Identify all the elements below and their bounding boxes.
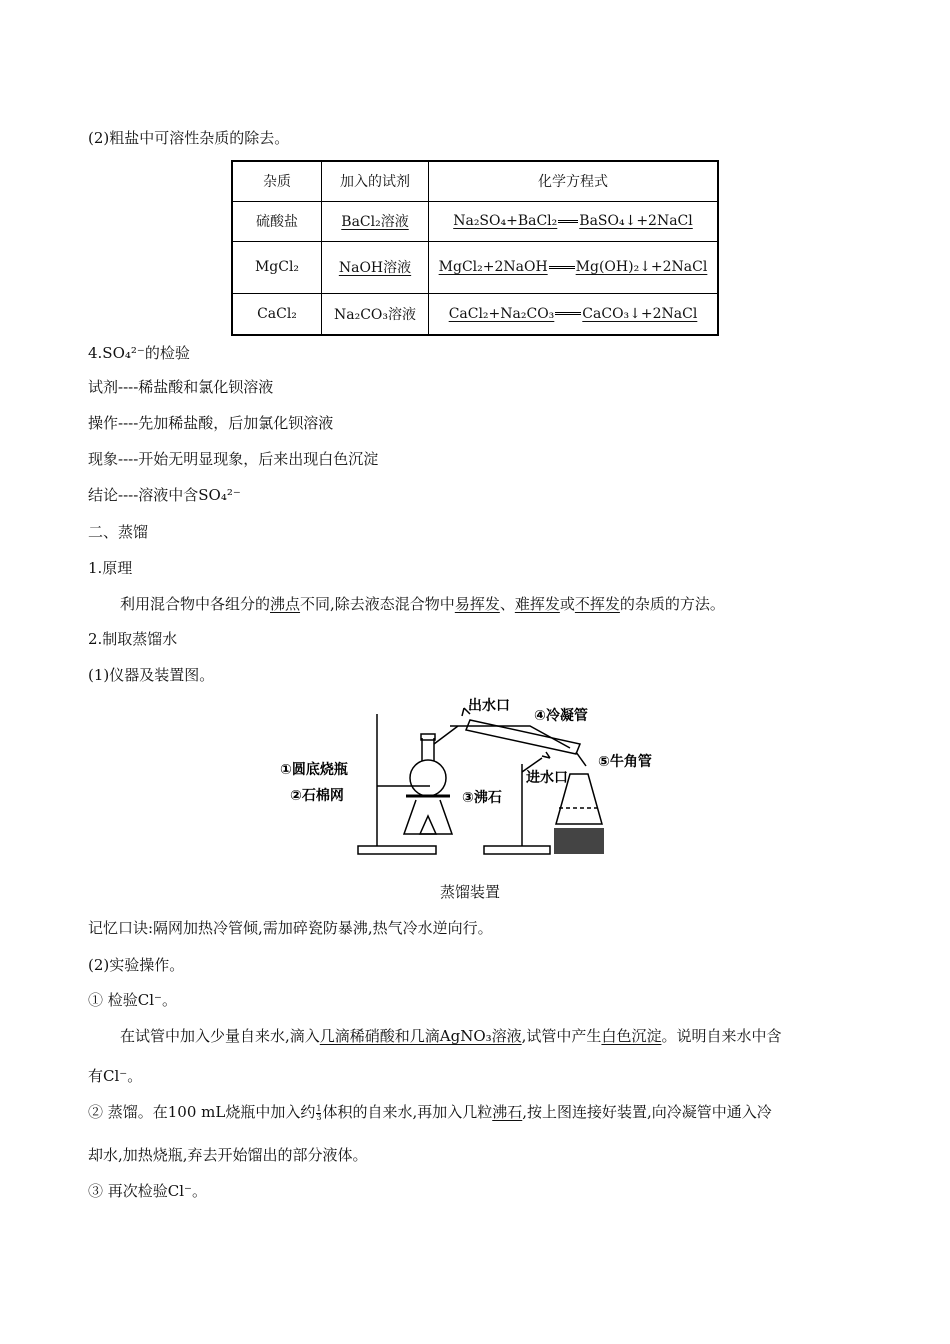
- adapter-tube: [576, 752, 586, 766]
- table-header-row: [232, 161, 718, 201]
- step1-text: [120, 1026, 781, 1046]
- so4-reagent: 试剂----稀盐酸和氯化钡溶液: [88, 378, 274, 396]
- reagent-cell: Na₂CO₃溶液: [322, 293, 429, 335]
- reagent-text: NaOH溶液: [338, 260, 412, 276]
- equation-left: Na₂SO₄+BaCl₂: [453, 213, 558, 229]
- so4-test-title: 4.SO₄²⁻的检验: [88, 344, 190, 362]
- equation-right: Mg(OH)₂↓+2NaCl: [575, 259, 708, 275]
- text-run: ② 蒸馏。在100 mL烧瓶中加入约: [88, 1103, 316, 1121]
- equation-right: CaCO₃↓+2NaCl: [582, 305, 698, 322]
- table-row: [232, 201, 718, 241]
- operations-heading: (2)实验操作。: [88, 956, 185, 974]
- blank-answer: 不挥发: [574, 595, 620, 613]
- distillation-diagram: [280, 696, 680, 862]
- text-run: 体积的自来水,再加入几粒: [322, 1103, 493, 1121]
- equals-sign: [555, 312, 581, 315]
- equation-cell: [429, 201, 719, 241]
- diagram-caption: 蒸馏装置: [440, 883, 501, 901]
- side-arm: [434, 726, 458, 744]
- principle-text: [120, 594, 725, 614]
- text-run: ,按上图连接好装置,向冷凝管中通入冷: [522, 1103, 772, 1121]
- label-flask: ①圆底烧瓶: [280, 762, 348, 778]
- text-run: 在试管中加入少量自来水,滴入: [120, 1027, 320, 1045]
- stand-base-left: [358, 846, 436, 854]
- blank-answer: 沸点: [270, 595, 301, 613]
- fraction-denominator: 3: [316, 1112, 322, 1122]
- reagent-text: BaCl₂溶液: [341, 214, 409, 230]
- blank-answer: 沸石: [492, 1103, 523, 1121]
- blank-answer: 几滴稀硝酸和几滴AgNO₃溶液: [319, 1027, 522, 1045]
- diagram-labels: [280, 697, 652, 806]
- impurity-table: [231, 160, 719, 336]
- text-run: ,试管中产生: [521, 1027, 602, 1045]
- blank-answer: 白色沉淀: [601, 1027, 662, 1045]
- equation-right: BaSO₄↓+2NaCl: [579, 213, 693, 229]
- stopper: [421, 734, 435, 740]
- apparatus-heading: (1)仪器及装置图。: [88, 666, 215, 684]
- text-run: 、: [499, 595, 515, 613]
- equation-left: MgCl₂+2NaOH: [438, 259, 548, 275]
- support-block: [554, 828, 604, 854]
- impurity-cell: 硫酸盐: [232, 201, 322, 241]
- table-row: [232, 293, 718, 335]
- text-run: 的杂质的方法。: [619, 595, 725, 613]
- text-run: 。说明自来水中含: [661, 1027, 782, 1045]
- distillation-heading: 二、蒸馏: [88, 523, 149, 541]
- label-condenser: ④冷凝管: [534, 708, 588, 724]
- reagent-cell: [322, 241, 429, 293]
- section-title: (2)粗盐中可溶性杂质的除去。: [88, 129, 290, 147]
- equals-sign: [549, 266, 575, 269]
- table-header: 加入的试剂: [322, 161, 429, 201]
- step1-text-cont: 有Cl⁻。: [88, 1067, 143, 1085]
- so4-conclusion: 结论----溶液中含SO₄²⁻: [88, 486, 241, 504]
- step3-heading: ③ 再次检验Cl⁻。: [88, 1182, 207, 1200]
- text-run: 利用混合物中各组分的: [120, 595, 271, 613]
- condenser-jacket: [466, 720, 580, 754]
- table-header: 化学方程式: [429, 161, 719, 201]
- label-adapter: ⑤牛角管: [598, 754, 652, 770]
- impurity-cell: MgCl₂: [232, 241, 322, 293]
- blank-answer: 易挥发: [454, 595, 500, 613]
- table-row: [232, 241, 718, 293]
- step1-heading: ① 检验Cl⁻。: [88, 991, 177, 1009]
- fraction: [316, 1105, 321, 1122]
- equals-sign: [558, 220, 578, 223]
- label-outlet: 出水口: [468, 698, 510, 714]
- text-run: 不同,除去液态混合物中: [300, 595, 455, 613]
- impurity-cell: CaCl₂: [232, 293, 322, 335]
- equation-cell: [429, 241, 719, 293]
- text-run: 或: [559, 595, 575, 613]
- equation-left: CaCl₂+Na₂CO₃: [448, 305, 555, 322]
- round-bottom-flask: [410, 760, 446, 796]
- reagent-cell: [322, 201, 429, 241]
- table-header: 杂质: [232, 161, 322, 201]
- inlet-arrow-icon: [542, 752, 550, 758]
- label-gauze: ②石棉网: [290, 788, 344, 804]
- fraction-numerator: 1: [316, 1103, 322, 1113]
- stand-base-right: [484, 846, 550, 854]
- label-boiling-stones: ③沸石: [462, 790, 502, 806]
- principle-heading: 1.原理: [88, 559, 133, 577]
- blank-answer: 难挥发: [514, 595, 560, 613]
- step2-text: [88, 1102, 772, 1122]
- so4-phenomenon: 现象----开始无明显现象，后来出现白色沉淀: [88, 450, 379, 468]
- mnemonic: 记忆口诀:隔网加热冷管倾,需加碎瓷防暴沸,热气冷水逆向行。: [88, 919, 493, 937]
- alcohol-lamp: [420, 816, 436, 834]
- so4-operation: 操作----先加稀盐酸，后加氯化钡溶液: [88, 414, 334, 432]
- label-inlet: 进水口: [526, 770, 568, 786]
- equation-cell: [429, 293, 719, 335]
- distilled-water-heading: 2.制取蒸馏水: [88, 630, 178, 648]
- step2-text-cont: 却水,加热烧瓶,弃去开始馏出的部分液体。: [88, 1146, 368, 1164]
